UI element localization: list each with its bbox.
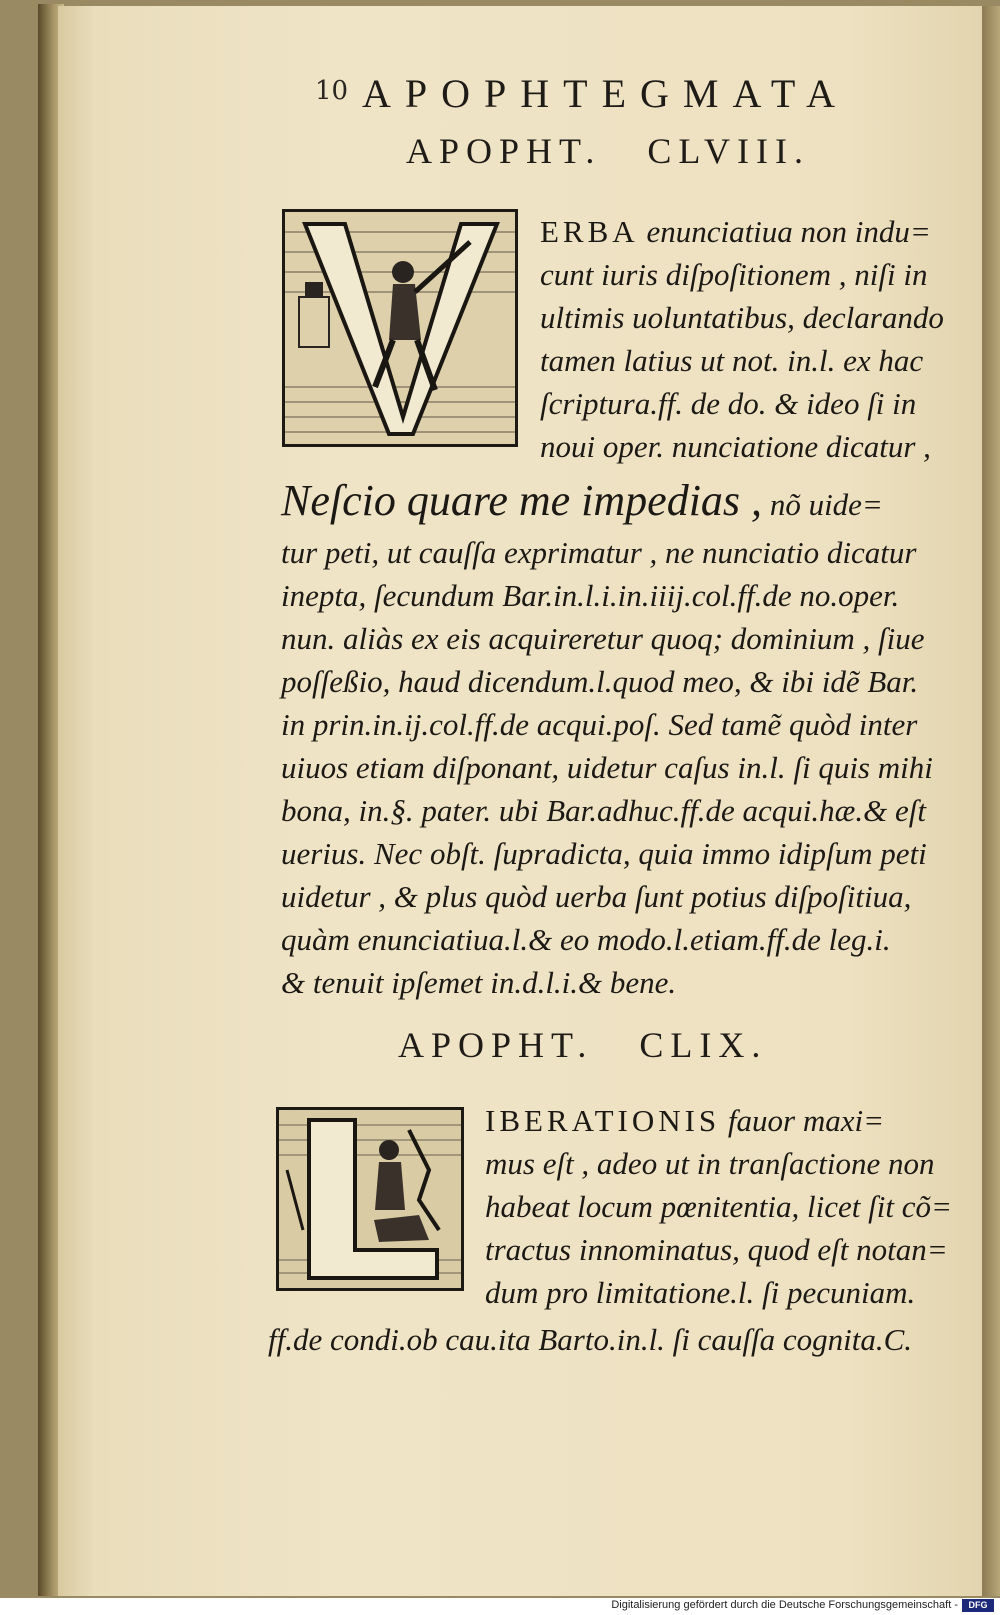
text-line: quàm enunciatiua.l.& eo modo.l.etiam.ff.de leg.i. [281,922,891,957]
woodcut-initial-l-icon [279,1110,461,1288]
text-line: uerius. Nec obſt. ſupradicta, quia immo idipſum peti [281,836,927,871]
text-line: tamen latius ut not. in.l. ex hac [540,343,924,378]
dfg-logo: DFG [962,1599,994,1612]
section-1-body [281,475,961,1004]
text-line: noui oper. nunciatione dicatur , [540,429,931,464]
text-line: tur peti, ut cauſſa exprimatur , ne nunciatio dicatur [281,535,917,570]
text-line [281,475,961,531]
text-line: inepta, ſecundum Bar.in.l.i.in.iiij.col.ff.de no.oper. [281,578,900,613]
text-line [540,210,960,253]
text-line: poſſeßio, haud dicendum.l.quod meo, & ibi idẽ Bar. [281,664,919,699]
text-line [485,1099,955,1142]
text-line: habeat locum pœnitentia, licet ſit cõ= [485,1189,952,1224]
text-line: uidetur , & plus quòd uerba ſunt potius diſpoſitiua, [281,879,912,914]
page-number: 10 [315,76,349,106]
opening-caps: IBERATIONIS [485,1103,721,1138]
section-heading: APOPHT. CLIX. [398,1025,768,1065]
text-line: mus eſt , adeo ut in tranſactione non [485,1146,935,1181]
text-line: nun. aliàs ex eis acquireretur quoq; dominium , ſiue [281,621,925,656]
text-line: tractus innominatus, quod eſt notan= [485,1232,948,1267]
section-1-opening [540,210,960,468]
line-text: nõ uide= [762,487,883,522]
woodcut-initial-v-icon [285,212,515,444]
text-line: ultimis uoluntatibus, declarando [540,300,944,335]
line-text: enunciatiua non indu= [638,214,931,249]
section-heading: APOPHT. CLVIII. [406,131,811,171]
line-text: fauor maxi= [720,1103,885,1138]
text-line: ff.de condi.ob cau.ita Barto.in.l. ſi cauſſa cognita.C. [268,1322,913,1357]
woodcut-initial-v [282,209,518,447]
text-line: uiuos etiam diſponant, uidetur caſus in.l. ſi quis mihi [281,750,933,785]
text-line: dum pro limitatione.l. ſi pecuniam. [485,1275,916,1310]
quoted-phrase: Neſcio quare me impedias , [281,476,763,525]
section-2-opening [485,1099,955,1314]
digitization-credit: Digitalisierung gefördert durch die Deutsche Forschungsgemeinschaft - [611,1599,958,1611]
section-2-body [268,1318,958,1361]
text-line: cunt iuris diſpoſitionem , niſi in [540,257,928,292]
text-line: ſcriptura.ff. de do. & ideo ſi in [540,386,917,421]
text-line: & tenuit ipſemet in.d.l.i.& bene. [281,965,677,1000]
text-line: bona, in.§. pater. ubi Bar.adhuc.ff.de acqui.hæ.& eſt [281,793,926,828]
opening-caps: ERBA [540,214,639,249]
text-line: in prin.in.ij.col.ff.de acqui.poſ. Sed tamẽ quòd inter [281,707,918,742]
running-head: APOPHTEGMATA [362,71,850,116]
woodcut-initial-l [276,1107,464,1291]
page-edge [982,6,1000,1596]
